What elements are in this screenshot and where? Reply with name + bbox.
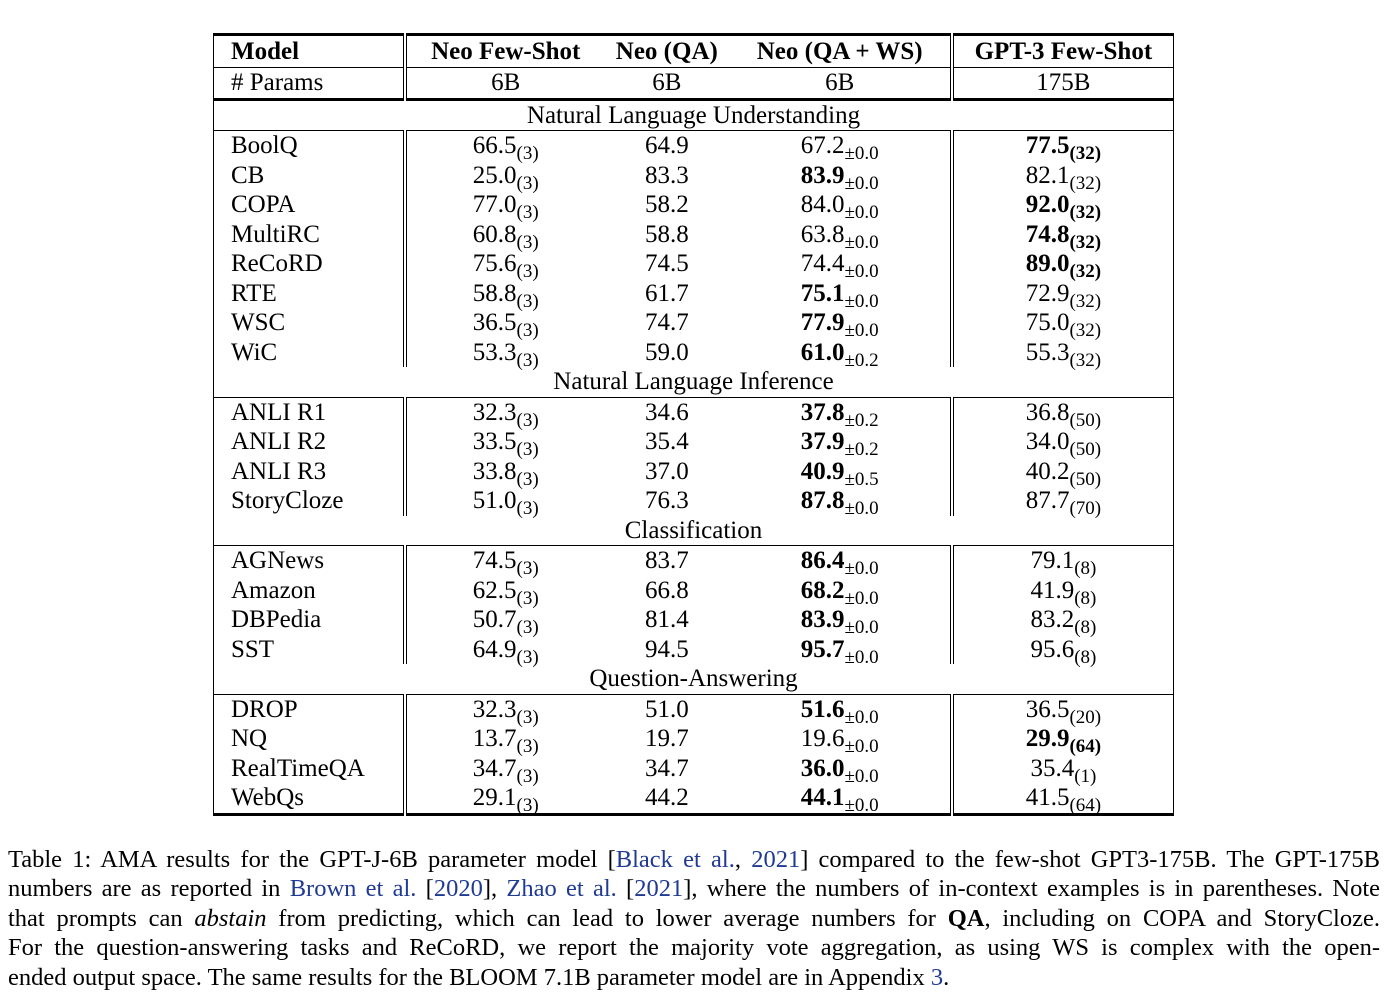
caption-emphasis: abstain xyxy=(194,904,267,932)
task-name: SST xyxy=(214,635,406,665)
cell-neo-qa: 66.8 xyxy=(644,576,689,604)
std-dev: ±0.0 xyxy=(844,172,879,194)
cell-neo-few-shot xyxy=(405,131,604,165)
caption-text: ], where the numbers of in-context examples is in parentheses. Note xyxy=(683,875,1380,903)
header-gpt3-few-shot: GPT-3 Few-Shot xyxy=(952,35,1174,68)
cell-neo-few-shot xyxy=(405,249,604,283)
cell-neo-qa-ws xyxy=(730,783,952,817)
shots-count: (3) xyxy=(516,587,539,609)
task-name: ReCoRD xyxy=(214,249,406,279)
cell-gpt3-few-shot xyxy=(952,546,1174,580)
caption-strong: QA xyxy=(947,904,985,932)
cell-gpt3-few-shot xyxy=(952,279,1174,312)
task-name: MultiRC xyxy=(214,220,406,250)
table-header-row xyxy=(214,35,1174,68)
shots-count: (3) xyxy=(516,143,539,165)
cell-neo-few-shot xyxy=(405,338,604,371)
cell-neo-qa-ws xyxy=(730,635,952,668)
cell-neo-few-shot xyxy=(405,279,604,312)
shots-count: (3) xyxy=(516,617,539,639)
shots-count: (8) xyxy=(1074,587,1097,609)
cell-neo-few-shot xyxy=(405,190,604,224)
cell-neo-few-shot xyxy=(405,220,604,253)
value: 87.8 xyxy=(800,487,845,515)
value: 89.0 xyxy=(1025,250,1070,278)
cell-neo-few-shot xyxy=(405,486,604,520)
value: 53.3 xyxy=(472,338,517,366)
shots-count: (3) xyxy=(516,468,539,490)
value: 60.8 xyxy=(472,220,517,248)
cell-neo-qa: 35.4 xyxy=(644,428,689,456)
citation-link[interactable]: 2021 xyxy=(634,875,684,903)
task-name: WiC xyxy=(214,338,406,368)
params-label: # Params xyxy=(214,68,406,100)
cell-gpt3-few-shot xyxy=(952,576,1174,609)
std-dev: ±0.0 xyxy=(844,143,879,165)
std-dev: ±0.0 xyxy=(844,498,879,520)
value: 40.9 xyxy=(800,457,845,485)
value: 41.5 xyxy=(1025,784,1070,812)
shots-count: (32) xyxy=(1069,143,1102,165)
value: 84.0 xyxy=(800,191,845,219)
value: 74.4 xyxy=(800,250,845,278)
value: 32.3 xyxy=(472,695,517,723)
table-row xyxy=(214,576,1174,606)
std-dev: ±0.0 xyxy=(844,558,879,580)
cell-neo-qa-ws xyxy=(730,427,952,461)
cell-neo-qa-ws xyxy=(730,754,952,787)
std-dev: ±0.2 xyxy=(844,349,879,371)
value: 63.8 xyxy=(800,220,845,248)
std-dev: ±0.0 xyxy=(844,736,879,758)
params-neo-qa: 6B xyxy=(604,68,729,100)
task-name: StoryCloze xyxy=(214,486,406,516)
cell-neo-qa-ws xyxy=(730,694,952,728)
cell-neo-few-shot xyxy=(405,724,604,758)
value: 32.3 xyxy=(472,398,517,426)
shots-count: (3) xyxy=(516,439,539,461)
caption-line xyxy=(8,845,1380,874)
table-row xyxy=(214,249,1174,279)
cell-gpt3-few-shot xyxy=(952,754,1174,787)
caption-line xyxy=(8,963,1380,992)
cell-neo-qa: 51.0 xyxy=(644,695,689,723)
value: 74.8 xyxy=(1025,220,1070,248)
section-title: Classification xyxy=(214,516,1174,546)
cell-neo-few-shot xyxy=(405,576,604,609)
value: 83.9 xyxy=(800,161,845,189)
shots-count: (3) xyxy=(516,795,539,817)
value: 67.2 xyxy=(800,132,845,160)
table-row xyxy=(214,457,1174,487)
shots-count: (32) xyxy=(1069,349,1102,371)
citation-link[interactable]: Brown et al. xyxy=(289,875,417,903)
value: 58.8 xyxy=(472,279,517,307)
value: 77.5 xyxy=(1025,132,1070,160)
header-neo-qa: Neo (QA) xyxy=(604,35,729,68)
shots-count: (3) xyxy=(516,290,539,312)
caption-line xyxy=(8,933,1380,962)
cell-neo-qa-ws xyxy=(730,338,952,371)
cell-neo-few-shot xyxy=(405,308,604,342)
cell-gpt3-few-shot xyxy=(952,783,1174,817)
shots-count: (32) xyxy=(1069,320,1102,342)
cell-neo-few-shot xyxy=(405,635,604,668)
shots-count: (3) xyxy=(516,706,539,728)
cell-neo-qa-ws xyxy=(730,131,952,165)
shots-count: (8) xyxy=(1074,558,1097,580)
task-name: NQ xyxy=(214,724,406,754)
std-dev: ±0.0 xyxy=(844,765,879,787)
table-row xyxy=(214,161,1174,191)
cell-neo-qa: 83.7 xyxy=(644,547,689,575)
table-row xyxy=(214,279,1174,309)
cell-neo-qa-ws xyxy=(730,546,952,580)
table-row xyxy=(214,190,1174,220)
value: 64.9 xyxy=(472,635,517,663)
table-row xyxy=(214,783,1174,814)
value: 77.0 xyxy=(472,191,517,219)
std-dev: ±0.0 xyxy=(844,706,879,728)
cell-gpt3-few-shot xyxy=(952,131,1174,165)
task-name: AGNews xyxy=(214,546,406,576)
table-row xyxy=(214,694,1174,724)
params-neo-qa-ws: 6B xyxy=(730,68,952,100)
value: 66.5 xyxy=(472,132,517,160)
shots-count: (8) xyxy=(1074,646,1097,668)
cell-neo-qa-ws xyxy=(730,190,952,224)
header-neo-qa-ws: Neo (QA + WS) xyxy=(730,35,952,68)
value: 33.5 xyxy=(472,428,517,456)
cell-neo-qa: 59.0 xyxy=(644,338,689,366)
table-row xyxy=(214,131,1174,161)
value: 82.1 xyxy=(1025,161,1070,189)
shots-count: (50) xyxy=(1069,468,1102,490)
cell-gpt3-few-shot xyxy=(952,694,1174,728)
value: 37.8 xyxy=(800,398,845,426)
cell-neo-qa: 76.3 xyxy=(644,487,689,515)
shots-count: (32) xyxy=(1069,261,1102,283)
cell-neo-qa-ws xyxy=(730,161,952,194)
table-row xyxy=(214,338,1174,368)
cell-gpt3-few-shot xyxy=(952,724,1174,758)
value: 92.0 xyxy=(1025,191,1070,219)
cell-neo-few-shot xyxy=(405,605,604,639)
task-name: Amazon xyxy=(214,576,406,606)
cell-neo-qa: 44.2 xyxy=(604,783,729,814)
std-dev: ±0.0 xyxy=(844,587,879,609)
section-header-row xyxy=(214,516,1174,546)
value: 13.7 xyxy=(472,725,517,753)
cell-gpt3-few-shot xyxy=(952,397,1174,431)
cell-gpt3-few-shot xyxy=(952,486,1174,520)
value: 36.5 xyxy=(1025,695,1070,723)
cell-neo-qa: 19.7 xyxy=(644,725,689,753)
header-model: Model xyxy=(214,35,406,68)
value: 75.6 xyxy=(472,250,517,278)
cell-neo-qa: 81.4 xyxy=(644,606,689,634)
task-name: ANLI R3 xyxy=(214,457,406,487)
section-title: Question-Answering xyxy=(214,664,1174,694)
appendix-link[interactable]: 3 xyxy=(930,963,944,991)
value: 75.1 xyxy=(800,279,845,307)
table-row xyxy=(214,724,1174,754)
caption-text: For the question-answering tasks and ReCoRD, we report the majority vote aggregation, as using WS is complex with the open- xyxy=(8,934,1380,962)
value: 87.7 xyxy=(1025,487,1070,515)
cell-neo-qa: 94.5 xyxy=(644,635,689,663)
section-title: Natural Language Inference xyxy=(214,367,1174,397)
value: 36.5 xyxy=(472,309,517,337)
value: 44.1 xyxy=(800,784,845,812)
cell-neo-qa-ws xyxy=(730,308,952,342)
shots-count: (50) xyxy=(1069,439,1102,461)
cell-gpt3-few-shot xyxy=(952,161,1174,194)
std-dev: ±0.0 xyxy=(844,646,879,668)
cell-neo-few-shot xyxy=(405,754,604,787)
table-row xyxy=(214,754,1174,784)
cell-gpt3-few-shot xyxy=(952,457,1174,490)
cell-neo-qa: 34.6 xyxy=(644,398,689,426)
value: 29.1 xyxy=(472,784,517,812)
value: 33.8 xyxy=(472,457,517,485)
cell-gpt3-few-shot xyxy=(952,190,1174,224)
table-row xyxy=(214,220,1174,250)
cell-neo-qa-ws xyxy=(730,724,952,758)
header-neo-few-shot: Neo Few-Shot xyxy=(405,35,604,68)
std-dev: ±0.0 xyxy=(844,261,879,283)
shots-count: (3) xyxy=(516,736,539,758)
shots-count: (70) xyxy=(1069,498,1102,520)
value: 37.9 xyxy=(800,428,845,456)
shots-count: (3) xyxy=(516,558,539,580)
value: 77.9 xyxy=(800,309,845,337)
std-dev: ±0.5 xyxy=(844,468,879,490)
value: 51.0 xyxy=(472,487,517,515)
shots-count: (3) xyxy=(516,172,539,194)
cell-neo-qa: 83.3 xyxy=(644,161,689,189)
caption-text: [ xyxy=(416,875,434,903)
cell-gpt3-few-shot xyxy=(952,605,1174,639)
cell-gpt3-few-shot xyxy=(952,338,1174,371)
cell-gpt3-few-shot xyxy=(952,220,1174,253)
caption-text: ] compared to the few-shot GPT3-175B. The GPT-175B xyxy=(800,846,1380,873)
task-name: RTE xyxy=(214,279,406,309)
cell-neo-qa: 61.7 xyxy=(644,279,689,307)
caption-text: , xyxy=(734,846,752,873)
cell-gpt3-few-shot xyxy=(952,635,1174,668)
caption-text: [ xyxy=(616,875,635,903)
section-header-row xyxy=(214,664,1174,694)
task-name: RealTimeQA xyxy=(214,754,406,784)
results-table xyxy=(213,33,1174,816)
caption-line xyxy=(8,904,1380,933)
cell-neo-qa-ws xyxy=(730,249,952,283)
section-header-row xyxy=(214,99,1174,131)
std-dev: ±0.0 xyxy=(844,231,879,253)
value: 75.0 xyxy=(1025,309,1070,337)
citation-link[interactable]: Black et al. xyxy=(615,846,735,873)
table-caption xyxy=(8,845,1380,992)
shots-count: (32) xyxy=(1069,202,1102,224)
shots-count: (3) xyxy=(516,202,539,224)
value: 86.4 xyxy=(800,547,845,575)
cell-gpt3-few-shot xyxy=(952,249,1174,283)
caption-line xyxy=(8,874,1380,903)
value: 50.7 xyxy=(472,606,517,634)
shots-count: (3) xyxy=(516,231,539,253)
shots-count: (20) xyxy=(1069,706,1102,728)
value: 34.7 xyxy=(472,754,517,782)
std-dev: ±0.0 xyxy=(844,617,879,639)
value: 61.0 xyxy=(800,338,845,366)
value: 51.6 xyxy=(800,695,845,723)
cell-neo-qa-ws xyxy=(730,576,952,609)
cell-neo-qa: 34.7 xyxy=(644,754,689,782)
cell-neo-qa: 74.5 xyxy=(644,250,689,278)
value: 35.4 xyxy=(1030,754,1075,782)
std-dev: ±0.2 xyxy=(844,439,879,461)
cell-gpt3-few-shot xyxy=(952,427,1174,461)
citation-link[interactable]: Zhao et al. xyxy=(506,875,617,903)
params-gpt3: 175B xyxy=(952,68,1174,100)
caption-text: ], xyxy=(482,875,507,903)
caption-text: that prompts can xyxy=(8,904,195,932)
value: 95.7 xyxy=(800,635,845,663)
shots-count: (3) xyxy=(516,646,539,668)
task-name: WSC xyxy=(214,308,406,338)
params-neo-few-shot: 6B xyxy=(405,68,604,100)
shots-count: (32) xyxy=(1069,290,1102,312)
citation-link[interactable]: 2021 xyxy=(751,846,801,873)
shots-count: (50) xyxy=(1069,409,1102,431)
std-dev: ±0.2 xyxy=(844,409,879,431)
table-row xyxy=(214,546,1174,576)
value: 79.1 xyxy=(1030,547,1075,575)
task-name: BoolQ xyxy=(214,131,406,161)
value: 40.2 xyxy=(1025,457,1070,485)
table-row xyxy=(214,308,1174,338)
value: 19.6 xyxy=(800,725,845,753)
value: 74.5 xyxy=(472,547,517,575)
std-dev: ±0.0 xyxy=(844,202,879,224)
citation-link[interactable]: 2020 xyxy=(433,875,483,903)
section-title: Natural Language Understanding xyxy=(214,99,1174,131)
cell-neo-qa-ws xyxy=(730,279,952,312)
caption-text: Table 1: AMA results for the GPT-J-6B parameter model [ xyxy=(8,846,616,873)
cell-neo-qa-ws xyxy=(730,605,952,639)
cell-neo-qa-ws xyxy=(730,486,952,520)
task-name: DROP xyxy=(214,694,406,724)
shots-count: (3) xyxy=(516,320,539,342)
task-name: COPA xyxy=(214,190,406,220)
shots-count: (32) xyxy=(1069,231,1102,253)
caption-text: . xyxy=(943,963,950,991)
value: 55.3 xyxy=(1025,338,1070,366)
shots-count: (64) xyxy=(1069,736,1102,758)
task-name: ANLI R2 xyxy=(214,427,406,457)
section-header-row xyxy=(214,367,1174,397)
shots-count: (3) xyxy=(516,409,539,431)
cell-neo-few-shot xyxy=(405,546,604,580)
table-row xyxy=(214,397,1174,427)
caption-text: numbers are as reported in xyxy=(8,875,290,903)
shots-count: (32) xyxy=(1069,172,1102,194)
caption-text: from predicting, which can lead to lower average numbers for xyxy=(266,904,948,932)
value: 72.9 xyxy=(1025,279,1070,307)
shots-count: (3) xyxy=(516,261,539,283)
cell-neo-few-shot xyxy=(405,783,604,817)
value: 83.2 xyxy=(1030,606,1075,634)
shots-count: (64) xyxy=(1069,795,1102,817)
value: 29.9 xyxy=(1025,725,1070,753)
cell-neo-qa-ws xyxy=(730,220,952,253)
shots-count: (1) xyxy=(1074,765,1097,787)
value: 83.9 xyxy=(800,606,845,634)
value: 41.9 xyxy=(1030,576,1075,604)
cell-neo-qa: 58.8 xyxy=(644,220,689,248)
value: 95.6 xyxy=(1030,635,1075,663)
std-dev: ±0.0 xyxy=(844,795,879,817)
cell-neo-qa: 64.9 xyxy=(644,132,689,160)
value: 36.0 xyxy=(800,754,845,782)
cell-neo-few-shot xyxy=(405,161,604,194)
cell-neo-few-shot xyxy=(405,427,604,461)
table-params-row xyxy=(214,68,1174,100)
shots-count: (3) xyxy=(516,349,539,371)
table-row xyxy=(214,427,1174,457)
cell-neo-qa-ws xyxy=(730,457,952,490)
cell-neo-few-shot xyxy=(405,694,604,728)
task-name: ANLI R1 xyxy=(214,397,406,427)
std-dev: ±0.0 xyxy=(844,320,879,342)
cell-neo-qa: 74.7 xyxy=(644,309,689,337)
table-row xyxy=(214,635,1174,665)
task-name: CB xyxy=(214,161,406,191)
cell-neo-few-shot xyxy=(405,397,604,431)
cell-neo-qa-ws xyxy=(730,397,952,431)
std-dev: ±0.0 xyxy=(844,290,879,312)
cell-neo-qa: 37.0 xyxy=(644,457,689,485)
cell-neo-qa: 58.2 xyxy=(644,191,689,219)
task-name: DBPedia xyxy=(214,605,406,635)
value: 36.8 xyxy=(1025,398,1070,426)
shots-count: (8) xyxy=(1074,617,1097,639)
cell-neo-few-shot xyxy=(405,457,604,490)
value: 62.5 xyxy=(472,576,517,604)
shots-count: (3) xyxy=(516,498,539,520)
shots-count: (3) xyxy=(516,765,539,787)
caption-text: , including on COPA and StoryCloze. xyxy=(984,904,1380,932)
caption-text: ended output space. The same results for the BLOOM 7.1B parameter model are in Appendix xyxy=(8,963,931,991)
value: 25.0 xyxy=(472,161,517,189)
task-name: WebQs xyxy=(214,783,406,814)
value: 34.0 xyxy=(1025,428,1070,456)
cell-gpt3-few-shot xyxy=(952,308,1174,342)
table-row xyxy=(214,605,1174,635)
table-row xyxy=(214,486,1174,516)
value: 68.2 xyxy=(800,576,845,604)
